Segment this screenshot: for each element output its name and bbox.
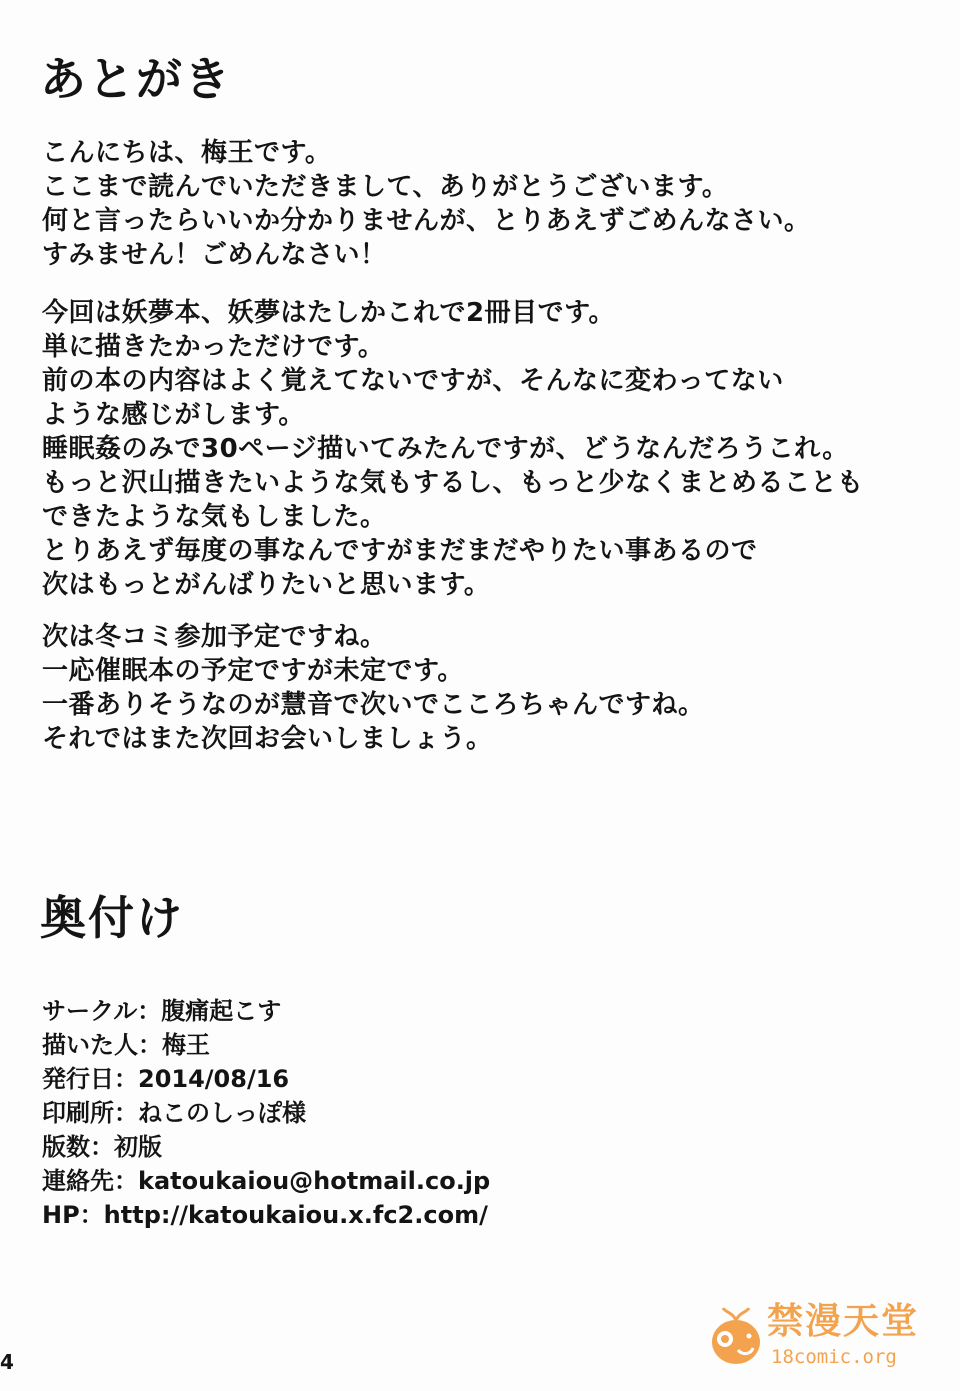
colophon-list xyxy=(42,994,490,1232)
afterword-line: 次はもっとがんばりたいと思います。 xyxy=(42,570,491,600)
afterword-line: すみません！ごめんなさい！ xyxy=(42,240,387,270)
watermark xyxy=(705,1300,935,1376)
afterword-line: ような感じがします。 xyxy=(42,400,305,430)
afterword-line: こんにちは、梅王です。 xyxy=(42,138,332,168)
afterword-line: 今回は妖夢本、妖夢はたしかこれで2冊目です。 xyxy=(42,298,616,328)
watermark-url: 18comic.org xyxy=(771,1346,897,1368)
afterword-line: それではまた次回お会いしましょう。 xyxy=(42,724,493,754)
afterword-paragraph-2 xyxy=(42,296,864,602)
colophon-printer: 印刷所：ねこのしっぽ様 xyxy=(42,1099,306,1127)
colophon-edition: 版数：初版 xyxy=(42,1133,162,1161)
afterword-line: 前の本の内容はよく覚えてないですが、そんなに変わってない xyxy=(42,366,784,396)
afterword-line: 単に描きたかっただけです。 xyxy=(42,332,385,362)
afterword-line: ここまで読んでいただきまして、ありがとうございます。 xyxy=(42,172,729,202)
colophon-homepage: HP：http://katoukaiou.x.fc2.com/ xyxy=(42,1201,488,1229)
colophon-circle: サークル：腹痛起こす xyxy=(42,997,282,1025)
afterword-heading: あとがき xyxy=(40,52,232,106)
afterword-line: 睡眠姦のみで30ページ描いてみたんですが、どうなんだろうこれ。 xyxy=(42,434,849,464)
afterword-line: 次は冬コミ参加予定ですね。 xyxy=(42,622,387,652)
afterword-line: 一番ありそうなのが慧音で次いでこころちゃんですね。 xyxy=(42,690,705,720)
afterword-line: 一応催眠本の予定ですが未定です。 xyxy=(42,656,464,686)
colophon-contact: 連絡先：katoukaiou@hotmail.co.jp xyxy=(42,1167,491,1195)
afterword-paragraph-1 xyxy=(42,136,811,272)
afterword-paragraph-3 xyxy=(42,620,705,756)
page-number: 4 xyxy=(0,1350,14,1374)
colophon-date: 発行日：2014/08/16 xyxy=(42,1065,290,1093)
afterword-line: 何と言ったらいいか分かりませんが、とりあえずごめんなさい。 xyxy=(42,206,811,236)
afterword-line: できたような気もしました。 xyxy=(42,502,387,532)
watermark-logo-icon xyxy=(705,1306,767,1368)
watermark-title: 禁漫天堂 xyxy=(767,1301,920,1342)
afterword-line: もっと沢山描きたいような気もするし、もっと少なくまとめることも xyxy=(42,468,864,498)
colophon-author: 描いた人：梅王 xyxy=(42,1031,210,1059)
afterword-line: とりあえず毎度の事なんですがまだまだやりたい事あるので xyxy=(42,536,758,566)
colophon-heading: 奥付け xyxy=(40,891,184,945)
